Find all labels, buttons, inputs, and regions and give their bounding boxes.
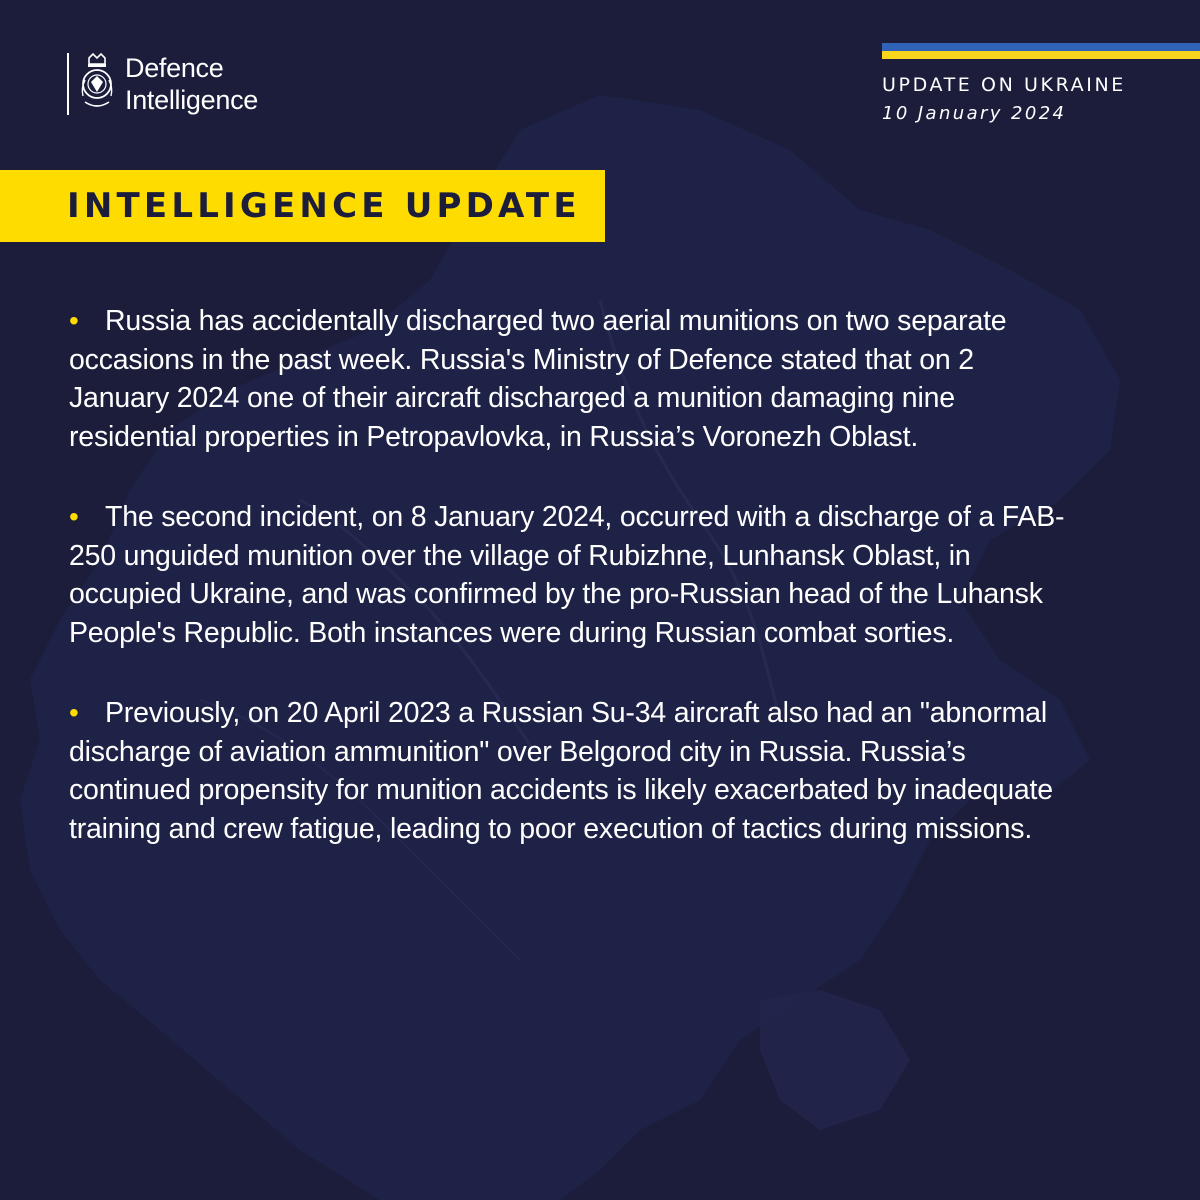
flag-yellow-band bbox=[882, 51, 1200, 59]
bullet-text: Previously, on 20 April 2023 a Russian Su-34 aircraft also had an "abnormal discharge of aviation ammunition" over Belgorod city in Russia. Russia’s continued propensity for munition accidents is likely exacerbated by inadequate training and crew fatigue, leading to poor execution of tactics during missions. bbox=[69, 697, 1053, 845]
bullet-icon: • bbox=[69, 305, 79, 336]
update-label: UPDATE ON UKRAINE bbox=[882, 74, 1126, 96]
update-date: 10 January 2024 bbox=[882, 103, 1067, 124]
banner-title: INTELLIGENCE UPDATE bbox=[67, 186, 581, 226]
flag-blue-band bbox=[882, 43, 1200, 51]
bullet-item bbox=[69, 498, 1069, 652]
bullet-icon: • bbox=[69, 697, 79, 728]
bullet-item bbox=[69, 302, 1069, 456]
defence-intelligence-logo bbox=[67, 52, 258, 116]
intelligence-update-banner bbox=[0, 170, 605, 242]
bullet-list bbox=[69, 302, 1069, 890]
bullet-icon: • bbox=[69, 501, 79, 532]
crest-icon bbox=[77, 52, 117, 116]
logo-line-2: Intelligence bbox=[125, 85, 258, 115]
bullet-item bbox=[69, 694, 1069, 848]
bullet-text: Russia has accidentally discharged two aerial munitions on two separate occasions in the past week. Russia's Ministry of Defence stated that on 2 January 2024 one of their aircraft discharged a munition damaging nine residential properties in Petropavlovka, in Russia’s Voronezh Oblast. bbox=[69, 305, 1007, 453]
logo-wordmark bbox=[125, 52, 258, 116]
ukraine-flag-stripe bbox=[882, 43, 1200, 59]
bullet-text: The second incident, on 8 January 2024, occurred with a discharge of a FAB-250 unguided munition over the village of Rubizhne, Lunhansk Oblast, in occupied Ukraine, and was confirmed by the pro-Russian head of the Luhansk People's Republic. Both instances were during Russian combat sorties. bbox=[69, 501, 1065, 649]
logo-line-1: Defence bbox=[125, 53, 224, 83]
logo-divider bbox=[67, 53, 69, 115]
